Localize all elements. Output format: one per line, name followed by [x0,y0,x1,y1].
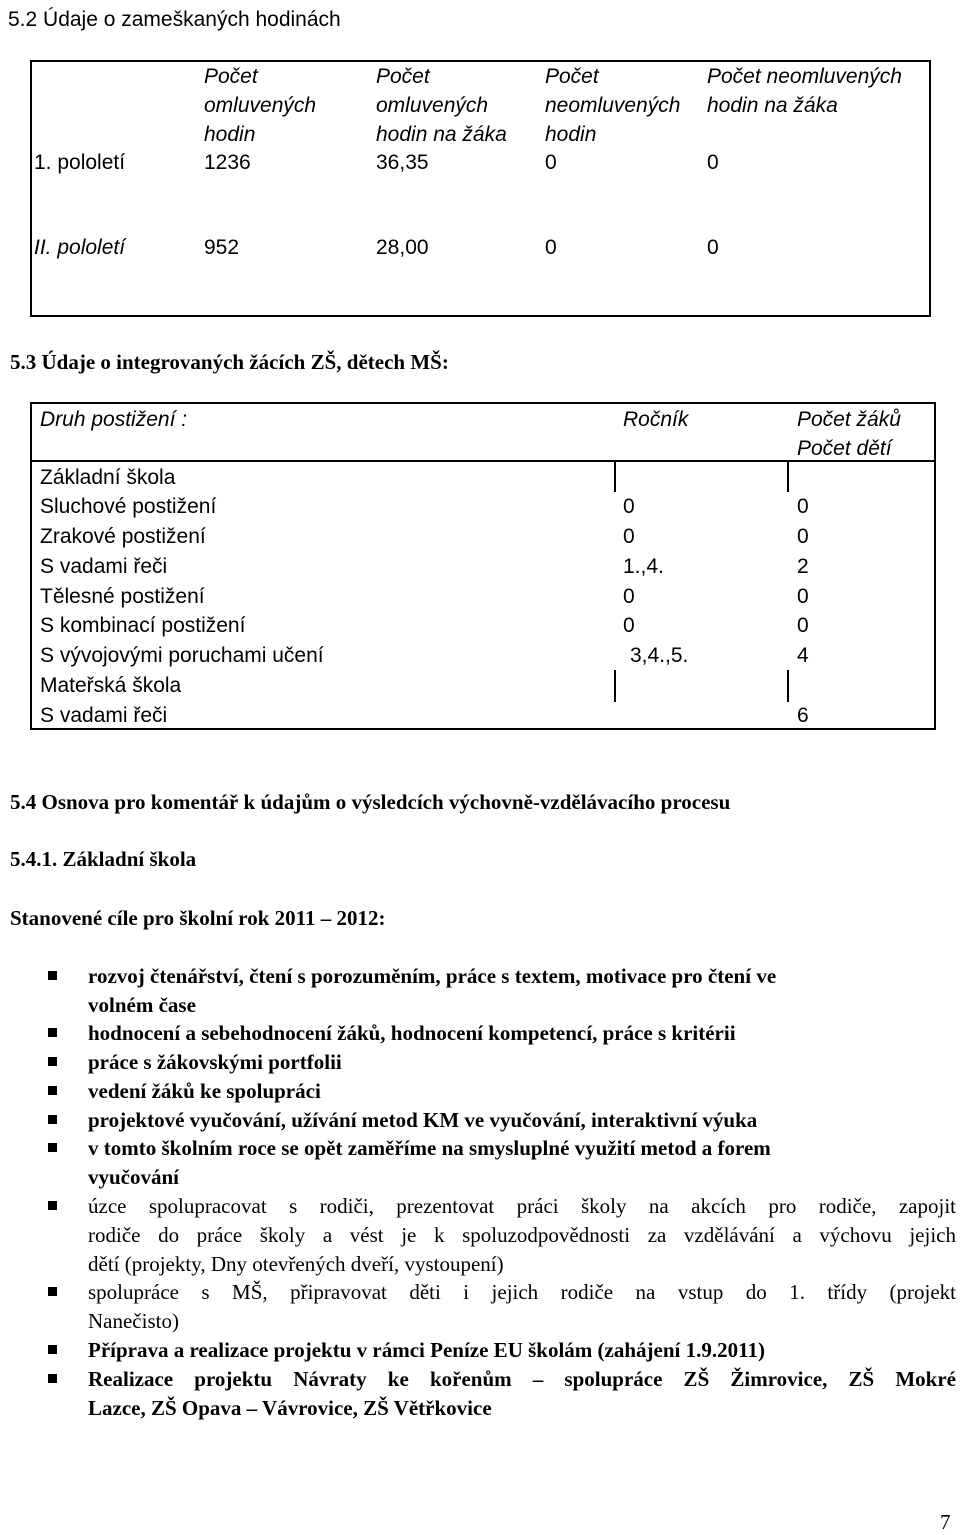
section-heading-5-4: 5.4 Osnova pro komentář k údajům o výsledcích výchovně-vzdělávacího procesu [10,790,731,814]
grade-value: 3,4.,5. [630,644,689,667]
bullet-icon [48,1057,57,1066]
cell-value: 0 [707,236,719,259]
cell-value: 952 [204,236,240,259]
header-unexcused-hours: Počet neomluvených hodin [545,65,681,146]
cell-value: 28,00 [376,236,429,259]
disability-label: S vývojovými poruchami učení [40,644,324,667]
header-unexcused-per-pupil: Počet neomluvených hodin na žáka [707,65,902,117]
disability-label: S kombinací postižení [40,614,246,637]
page-number: 7 [940,1510,951,1534]
list-item: Realizace projektu Návraty ke kořenům – spolupráce ZŠ Žimrovice, ZŠ Mokré Lazce, ZŠ Opava – Vávrovice, ZŠ Větřkovice [88,1367,956,1420]
grade-value: 1.,4. [623,555,664,578]
disability-label: Zrakové postižení [40,525,206,548]
goals-title: Stanovené cíle pro školní rok 2011 – 2012: [10,906,386,930]
list-item: projektové vyučování, užívání metod KM ve vyučování, interaktivní výuka [88,1108,758,1132]
section-heading-5-2: 5.2 Údaje o zameškaných hodinách [8,8,341,31]
cell-value: 36,35 [376,151,429,174]
count-value: 2 [797,555,809,578]
subsection-heading: 5.4.1. Základní škola [10,847,197,871]
grade-value: 0 [623,495,635,518]
grade-value: 0 [623,585,635,608]
disability-label: Tělesné postižení [40,585,205,608]
disability-label: S vadami řeči [40,555,168,578]
list-item: spolupráce s MŠ, připravovat děti i jejich rodiče na vstup do 1. třídy (projekt Nanečisto) [88,1280,956,1333]
grade-value: 0 [623,614,635,637]
list-item: úzce spolupracovat s rodiči, prezentovat práci školy na akcích pro rodiče, zapojit rodiče do práce školy a vést je k spoluzodpovědnosti za vzdělávání a výchovu jejich dětí (projekty, Dny otevřených dveří, vystoupení) [88,1194,956,1276]
list-item: Příprava a realizace projektu v rámci Peníze EU školám (zahájení 1.9.2011) [88,1338,765,1362]
list-item: vedení žáků ke spolupráci [88,1079,321,1103]
list-item: rozvoj čtenářství, čtení s porozuměním, práce s textem, motivace pro čtení ve volném čase [88,964,777,1017]
col-header-disability: Druh postižení : [40,408,188,431]
row-label: II. pololetí [34,236,126,259]
group-label-elementary: Základní škola [40,466,176,489]
bullet-icon [48,1086,57,1095]
header-excused-hours: Počet omluvených hodin [204,65,317,146]
disability-label: Sluchové postižení [40,495,217,518]
list-item: práce s žákovskými portfolii [88,1050,342,1074]
count-value: 0 [797,614,809,637]
count-value: 4 [797,644,809,667]
bullet-icon [48,1374,57,1383]
col-header-grade: Ročník [623,408,689,431]
col-header-pupil-count: Počet žáků [797,408,901,431]
cell-value: 0 [545,236,557,259]
count-value: 0 [797,495,809,518]
bullet-icon [48,1287,57,1296]
bullet-icon [48,1201,57,1210]
bullet-icon [48,1028,57,1037]
count-value: 6 [797,704,809,727]
count-value: 0 [797,525,809,548]
list-item: hodnocení a sebehodnocení žáků, hodnocení kompetencí, práce s kritérii [88,1021,736,1045]
bullet-icon [48,1143,57,1152]
cell-value: 0 [545,151,557,174]
list-item: v tomto školním roce se opět zaměříme na smysluplné využití metod a forem vyučování [88,1136,771,1189]
group-label-kindergarten: Mateřská škola [40,674,182,697]
count-value: 0 [797,585,809,608]
col-header-child-count: Počet dětí [797,437,892,460]
cell-value: 1236 [204,151,251,174]
row-label: 1. pololetí [34,151,126,174]
bullet-icon [48,1115,57,1124]
bullet-icon [48,1345,57,1354]
section-heading-5-3: 5.3 Údaje o integrovaných žácích ZŠ, dětech MŠ: [10,350,449,374]
grade-value: 0 [623,525,635,548]
bullet-icon [48,971,57,980]
header-excused-per-pupil: Počet omluvených hodin na žáka [376,65,507,146]
disability-label: S vadami řeči [40,704,168,727]
cell-value: 0 [707,151,719,174]
